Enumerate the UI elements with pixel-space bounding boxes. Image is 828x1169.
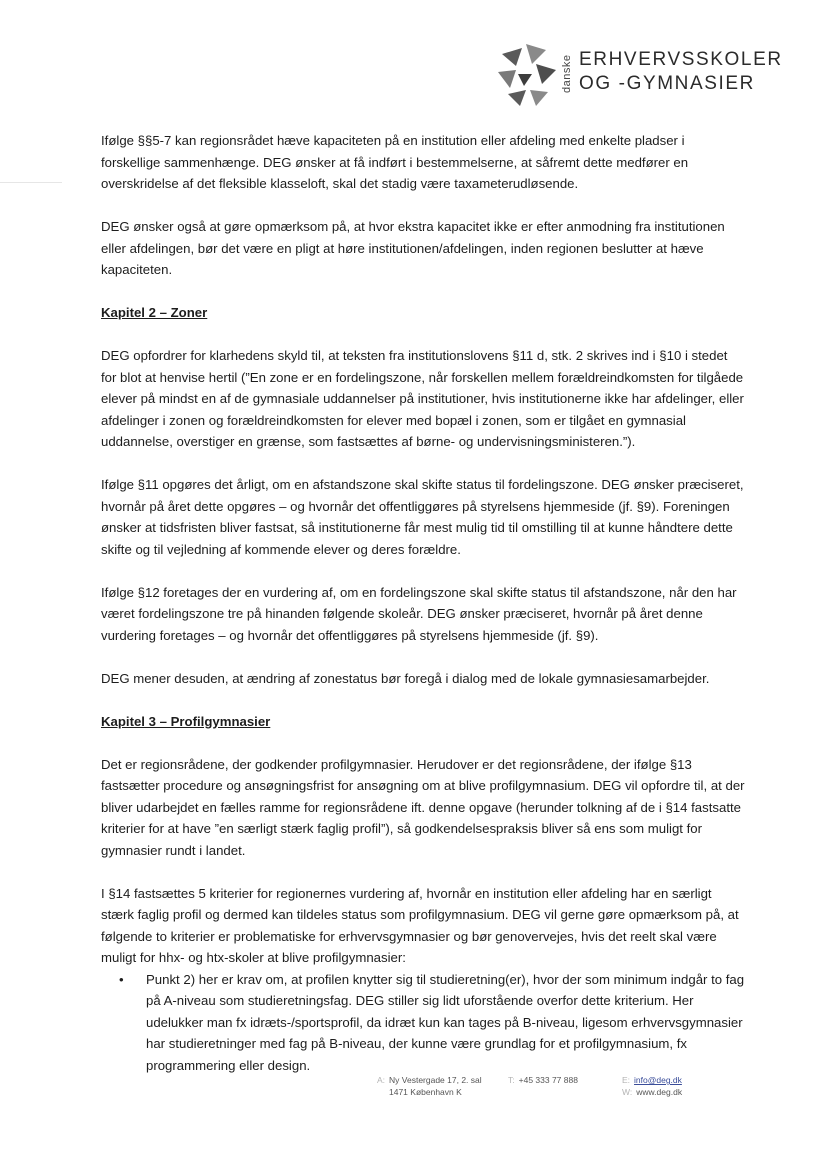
footer-contact: [622, 1074, 682, 1098]
footer-address-label: A:: [377, 1075, 386, 1085]
paragraph-section-14: I §14 fastsættes 5 kriterier for regionernes vurdering af, hvornår en institution eller afdeling har en særligt stærk faglig profil og dermed kan tildeles status som profilgymnasium. DEG vil gerne gøre opmærksom på, at følgende to kriterier er problematiske for erhvervsgymnasier og bør genovervejes, hvis det reelt skal være muligt for hhx- og htx-skoler at blive profilgymnasier:: [101, 885, 739, 965]
logo-line-1: ERHVERVSSKOLER: [579, 49, 783, 70]
list-item: [101, 969, 746, 1077]
logo-danske-text: danske: [561, 54, 573, 94]
bullet-icon: •: [119, 971, 124, 987]
heading-chapter-3: Kapitel 3 – Profilgymnasier: [101, 713, 271, 729]
deg-logo: [496, 40, 783, 115]
footer-phone-label: T:: [508, 1075, 515, 1085]
footer-address-line-1: Ny Vestergade 17, 2. sal: [389, 1075, 482, 1085]
criteria-list: [101, 969, 746, 1077]
footer-address-line-2: 1471 København K: [389, 1087, 462, 1097]
paragraph-section-12: Ifølge §12 foretages der en vurdering af, om en fordelingszone skal skifte status til afstandszone, når den har været fordelingszone tre på hinanden følgende skoleår. DEG ønsker præciseret, hvornår på året denne vurdering foretages – og hvornår det offentliggøres på styrelsens hjemmeside (jf. §9).: [101, 584, 737, 643]
document-body: [101, 130, 746, 1076]
deg-logo-mark-icon: [496, 40, 558, 110]
scan-artifact-line: [0, 182, 62, 183]
list-item-text: Punkt 2) her er krav om, at profilen knytter sig til studieretning(er), hvor der som minimum indgår to fag på A-niveau som studieretningsfag. DEG stiller sig lidt uforstående overfor dette kriterium. Her udelukker man fx idræts-/sportsprofil, da idræt kun kan tages på B-niveau, ligesom erhvervsgymnasier har studieretninger med fag på B-niveau, der kunne være grundlag for et profilgymnasium, fx programmering eller design.: [146, 971, 745, 1073]
logo-line-2: OG -GYMNASIER: [579, 73, 755, 94]
footer-web-link[interactable]: www.deg.dk: [636, 1087, 683, 1097]
paragraph-section-11: Ifølge §11 opgøres det årligt, om en afstandszone skal skifte status til fordelingszone. DEG ønsker præciseret, hvornår på året dette opgøres – og hvornår det offentliggøres på styrelsens hjemmeside (jf. §9). Foreningen ønsker at tidsfristen bliver fastsat, så institutionerne får mest mulig tid til omstilling til at kunne håndtere dette skifte og til vejledning af kommende elever og deres forældre.: [101, 477, 744, 557]
paragraph-zone-dialog: DEG mener desuden, at ændring af zonestatus bør foregå i dialog med de lokale gymnasiesamarbejder.: [101, 670, 710, 686]
footer-phone: [508, 1074, 578, 1086]
footer-phone-number: +45 333 77 888: [518, 1075, 578, 1085]
paragraph-capacity: Ifølge §§5-7 kan regionsrådet hæve kapaciteten på en institution eller afdeling med enkelte pladser i forskellige sammenhænge. DEG ønsker at få indført i bestemmelserne, at såfremt dette medfører en overskridelse af det fleksible klasseloft, skal det stadig være taxameterudløsende.: [101, 133, 689, 191]
footer-email-label: E:: [622, 1075, 631, 1085]
footer-web-label: W:: [622, 1087, 633, 1097]
footer-email-link[interactable]: info@deg.dk: [634, 1075, 682, 1085]
paragraph-capacity-hearing: DEG ønsker også at gøre opmærksom på, at hvor ekstra kapacitet ikke er efter anmodning fra institutionen eller afdelingen, bør det være en pligt at høre institutionen/afdelingen, inden regionen beslutter at hæve kapaciteten.: [101, 219, 725, 277]
paragraph-zone-definition: DEG opfordrer for klarhedens skyld til, at teksten fra institutionslovens §11 d, stk. 2 skrives ind i §10 i stedet for blot at henvise hertil (”En zone er en fordelingszone, når forskellen mellem forældreindkomsten for tilgåede elever på mindst en af de gymnasiale uddannelser på institutioner, hvis institutionerne ikke har afdelinger, eller afdelinger i zonen og forældreindkomsten for elever med bopæl i zonen, som er tilgået en gymnasial uddannelse, overstiger en grænse, som fastsættes af børne- og undervisningsministeren.”).: [101, 348, 744, 449]
paragraph-profile-approval: Det er regionsrådene, der godkender profilgymnasier. Herudover er det regionsrådene, der ifølge §13 fastsætter procedure og ansøgningsfrist for ansøgning om at blive profilgymnasium. DEG vil opfordre til, at der bliver udarbejdet en fælles ramme for regionsrådene ift. denne opgave (herunder tolkning af de i §14 fastsatte kriterier for at have ”en særligt stærk faglig profil”), så godkendelsespraksis bliver så ens som muligt for gymnasier rundt i landet.: [101, 756, 745, 858]
heading-chapter-2: Kapitel 2 – Zoner: [101, 305, 208, 320]
footer-address: [377, 1074, 482, 1098]
